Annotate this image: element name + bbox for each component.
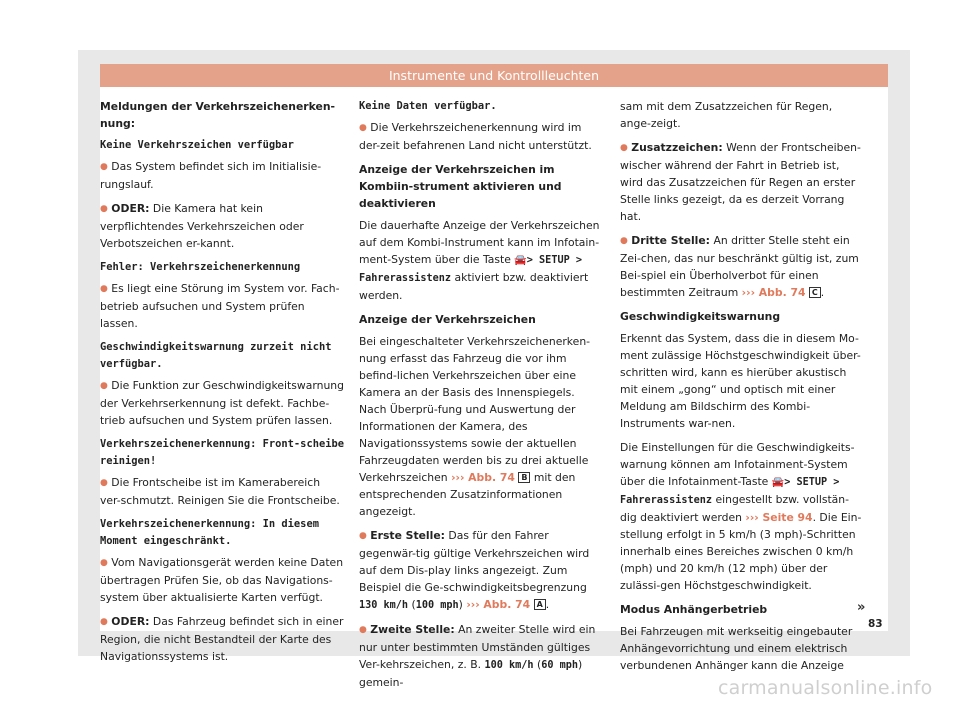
figure-link[interactable]: ››› Abb. 74: [741, 286, 806, 299]
page-number: 83: [868, 618, 883, 630]
bullet-item: ● Das System befindet sich im Initialisie-rungslauf.: [100, 160, 322, 191]
bullet-item: ● Vom Navigationsgerät werden keine Daten übertragen Prüfen Sie, ob das Navigations-system über aktualisierte Karten verfügt.: [100, 556, 344, 604]
bullet-icon: ●: [620, 236, 628, 246]
bullet-icon: ●: [100, 204, 108, 214]
message-label: Verkehrszeichenerkennung: In diesem Moment eingeschränkt.: [100, 518, 319, 547]
message-label: Keine Daten verfügbar.: [359, 100, 497, 112]
paragraph: Bei eingeschalteter Verkehrszeichenerken-nung erfasst das Fahrzeug die vor ihm befind-lichen Verkehrszeichen über eine Kamera an der Basis des Innenspiegels. Nach Überprü-fung und Auswertung der Informationen der Kamera, des Navigationssystems sowie der aktuellen Fahrzeugdaten werden bis zu drei aktuelle Verkehrszeichen ››› Abb. 74 B mit den entsprechenden Zusatzinformationen angezeigt.: [359, 335, 591, 518]
bullet-item: ● Dritte Stelle: An dritter Stelle steht ein Zei-chen, das nur beschränkt gültig ist, zum Bei-spiel ein Überholverbot für einen bestimmten Zeitraum ››› Abb. 74 C .: [620, 234, 859, 299]
column-1: [100, 98, 344, 672]
watermark: carmanualsonline.info: [718, 677, 933, 699]
figure-link[interactable]: ››› Abb. 74: [451, 471, 515, 484]
page-link[interactable]: ››› Seite 94: [745, 511, 813, 524]
heading-display: Anzeige der Verkehrszeichen: [359, 313, 536, 326]
message-label: Fehler: Verkehrszeichenerkennung: [100, 261, 301, 273]
bullet-icon: ●: [359, 123, 367, 133]
heading-messages: Meldungen der Verkehrszeichenerken-nung:: [100, 100, 335, 130]
paragraph: Die Einstellungen für die Geschwindigkeits-warnung können am Infotainment-System über die Infotainment-Taste 🚘> SETUP > Fahrerassistenz eingestellt bzw. vollstän-dig deaktiviert werden ››› Seite 94. Die Ein-stellung erfolgt in 5 km/h (3 mph)-Schritten innerhalb eines Bereiches zwischen 0 km/h (mph) und 20 km/h (12 mph) über der zulässi-gen Höchstgeschwindigkeit.: [620, 441, 862, 592]
bullet-item: ● Erste Stelle: Das für den Fahrer gegenwär-tig gültige Verkehrszeichen wird auf dem Dis-play links angezeigt. Zum Beispiel die Ge-schwindigkeitsbegrenzung 130 km/h (100 mph) ››› Abb. 74 A .: [359, 529, 590, 611]
paragraph: Erkennt das System, dass die in diesem Mo-ment zulässige Höchstgeschwindigkeit über-schritten wird, kann es hierüber akustisch mit einem „gong“ und optisch mit einer Meldung am Bildschirm des Kombi-Instruments war-nen.: [620, 332, 861, 430]
section-header: Instrumente und Kontrollleuchten: [100, 64, 888, 87]
bullet-icon: ●: [359, 625, 367, 635]
bullet-item: ● Es liegt eine Störung im System vor. Fach-betrieb aufsuchen und System prüfen lassen.: [100, 282, 340, 330]
bullet-item: ● ODER: Die Kamera hat kein verpflichtendes Verkehrszeichen oder Verbotszeichen er-kannt.: [100, 202, 304, 250]
continue-marker: »: [857, 600, 866, 615]
bullet-icon: ●: [100, 558, 108, 568]
bullet-icon: ●: [100, 162, 108, 172]
heading-speed-warning: Geschwindigkeitswarnung: [620, 310, 781, 323]
bullet-icon: ●: [100, 381, 108, 391]
bullet-icon: ●: [100, 617, 108, 627]
message-label: Verkehrszeichenerkennung: Front-scheibe reinigen!: [100, 438, 344, 467]
bullet-item: ● Zusatzzeichen: Wenn der Frontscheiben-wischer während der Fahrt in Betrieb ist, wird das Zusatzzeichen für Regen an erster Stelle links gezeigt, da es derzeit Vorrang hat.: [620, 141, 861, 223]
heading-kombi: Anzeige der Verkehrszeichen im Kombiin-strument aktivieren und deaktivieren: [359, 163, 562, 210]
bullet-icon: ●: [620, 143, 628, 153]
message-label: Keine Verkehrszeichen verfügbar: [100, 139, 294, 151]
label-box: A: [534, 599, 546, 610]
bullet-icon: ●: [100, 478, 108, 488]
bullet-icon: ●: [359, 531, 367, 541]
bullet-item: ● Die Frontscheibe ist im Kamerabereich ver-schmutzt. Reinigen Sie die Frontscheibe.: [100, 476, 340, 507]
column-2: [359, 98, 605, 698]
paragraph: Bei Fahrzeugen mit werkseitig eingebauter Anhängevorrichtung und einem elektrisch verbundenen Anhänger kann die Anzeige: [620, 625, 853, 672]
paragraph: sam mit dem Zusatzzeichen für Regen, ange-zeigt.: [620, 100, 833, 130]
label-box: C: [809, 287, 821, 298]
paragraph: Die dauerhafte Anzeige der Verkehrszeichen auf dem Kombi-Instrument kann im Infotain-ment-System über die Taste 🚘> SETUP > Fahrerassistenz aktiviert bzw. deaktiviert werden.: [359, 219, 600, 302]
car-icon: 🚘: [771, 477, 785, 488]
car-icon: 🚘: [514, 255, 527, 266]
column-3: [620, 98, 864, 681]
bullet-item: ● Zweite Stelle: An zweiter Stelle wird ein nur unter bestimmten Umständen gültiges Ver-kehrszeichen, z. B. 100 km/h (60 mph) gemein-: [359, 623, 596, 689]
message-label: Geschwindigkeitswarnung zurzeit nicht verfügbar.: [100, 341, 332, 370]
figure-link[interactable]: ››› Abb. 74: [466, 598, 531, 611]
heading-trailer-mode: Modus Anhängerbetrieb: [620, 603, 768, 616]
label-box: B: [518, 472, 530, 483]
bullet-item: ● Die Verkehrszeichenerkennung wird im der-zeit befahrenen Land nicht unterstützt.: [359, 121, 592, 152]
bullet-item: ● Die Funktion zur Geschwindigkeitswarnung der Verkehrserkennung ist defekt. Fachbe-trieb aufsuchen und System prüfen lassen.: [100, 379, 344, 427]
bullet-icon: ●: [100, 284, 108, 294]
bullet-item: ● ODER: Das Fahrzeug befindet sich in einer Region, die nicht Bestandteil der Karte des Navigationssystems ist.: [100, 615, 344, 663]
